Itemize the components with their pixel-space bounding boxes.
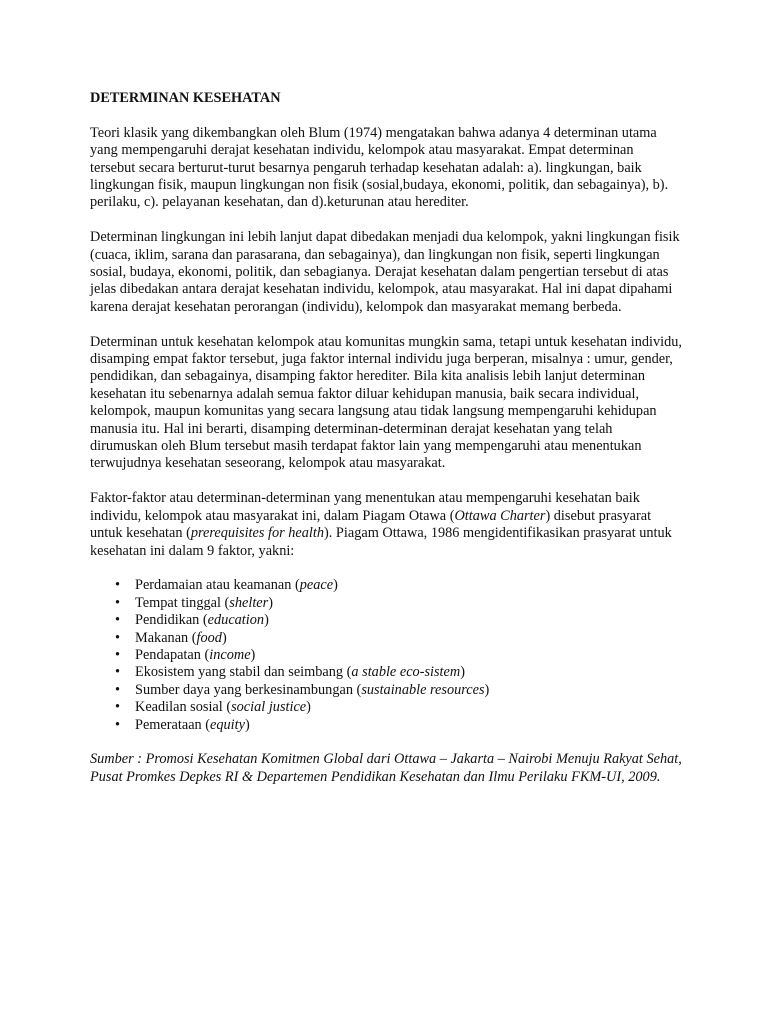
list-item-text: Pemerataan ( [135, 716, 211, 733]
list-item-italic: income [209, 646, 251, 663]
paragraph-4-italic-prerequisites: prerequisites for health [190, 525, 325, 542]
bullet-icon: • [115, 681, 121, 698]
list-item-text: Pendidikan ( [135, 612, 208, 629]
list-item-close: ) [221, 629, 227, 646]
list-item-italic: food [196, 629, 222, 646]
list-item [90, 699, 682, 716]
bullet-icon: • [115, 577, 121, 594]
bullet-icon: • [115, 629, 121, 646]
list-item-text: Perdamaian atau keamanan ( [135, 577, 300, 594]
paragraph-2: Determinan lingkungan ini lebih lanjut dapat dibedakan menjadi dua kelompok, yakni lingkungan fisik (cuaca, iklim, sarana dan parasarana, dan sebagainya), dan lingkungan non fisik, seperti lingkungan sosial, budaya, ekonomi, politik, dan sebagianya. Derajat kesehatan dalam pengertian tersebut di atas jelas dibedakan antara derajat kesehatan individu, kelompok, atau masyarakat. Hal ini dapat dipahami karena derajat kesehatan perorangan (individu), kelompok dan masyarakat memang berbeda. [90, 229, 680, 315]
list-item-close: ) [484, 681, 490, 698]
paragraph-3: Determinan untuk kesehatan kelompok atau komunitas mungkin sama, tetapi untuk kesehatan individu, disamping empat faktor tersebut, juga faktor internal individu juga berperan, misalnya : umur, gender, pendidikan, dan sebagainya, disamping faktor herediter. Bila kita analisis lebih lanjut determinan kesehatan itu sebenarnya adalah semua faktor diluar kehidupan manusia, baik secara individual, kelompok, maupun komunitas yang secara langsung atau tidak langsung mempengaruhi kehidupan manusia itu. Hal ini berarti, disamping determinan-determinan derajat kesehatan yang telah dirumuskan oleh Blum tersebut masih terdapat faktor lain yang mempengaruhi atau menentukan terwujudnya kesehatan seseorang, kelompok atau masyarakat. [90, 333, 682, 472]
bullet-icon: • [115, 612, 121, 629]
paragraph-4-italic-ottawa-charter: Ottawa Charter [454, 507, 546, 524]
list-item-text: Ekosistem yang stabil dan seimbang ( [135, 664, 352, 681]
list-item [90, 682, 682, 699]
list-item [90, 577, 682, 594]
paragraph-4-text-3: ). Piagam Ottawa, 1986 mengidentifikasikan prasyarat untuk kesehatan ini dalam 9 faktor, yakni: [90, 525, 672, 559]
bullet-icon: • [115, 716, 121, 733]
list-item-text: Keadilan sosial ( [135, 699, 232, 716]
list-item-italic: equity [210, 716, 245, 733]
bullet-icon: • [115, 594, 121, 611]
prerequisites-list [90, 577, 682, 734]
list-item-close: ) [460, 664, 465, 681]
document-page [90, 90, 682, 786]
paragraph-4-text-1: Faktor-faktor atau determinan-determinan yang menentukan atau mempengaruhi kesehatan baik individu, kelompok atau masyarakat ini, dalam Piagam Otawa ( [90, 490, 640, 524]
list-item-italic: a stable eco-sistem [351, 664, 461, 681]
list-item-close: ) [333, 577, 338, 594]
list-item-close: ) [244, 716, 250, 733]
list-item [90, 717, 682, 734]
list-item [90, 595, 682, 612]
list-item-close: ) [264, 612, 269, 629]
list-item-text: Pendapatan ( [135, 646, 210, 663]
list-item [90, 647, 682, 664]
bullet-icon: • [115, 664, 121, 681]
list-item-close: ) [250, 646, 256, 663]
list-item-text: Tempat tinggal ( [135, 594, 230, 611]
source-citation: Sumber : Promosi Kesehatan Komitmen Global dari Ottawa – Jakarta – Nairobi Menuju Rakyat Sehat, Pusat Promkes Depkes RI & Departemen Pendidikan Kesehatan dan Ilmu Perilaku FKM-UI, 2009. [90, 751, 682, 785]
list-item-italic: education [207, 612, 265, 629]
list-item-text: Sumber daya yang berkesinambungan ( [135, 681, 362, 698]
list-item-italic: sustainable resources [361, 681, 485, 698]
list-item-close: ) [268, 594, 273, 611]
list-item-italic: social justice [231, 699, 307, 716]
list-item [90, 630, 682, 647]
paragraph-4 [90, 490, 682, 560]
list-item-italic: shelter [229, 594, 269, 611]
bullet-icon: • [115, 646, 121, 663]
list-item-close: ) [306, 699, 311, 716]
paragraph-4-text-2: ) disebut prasyarat untuk kesehatan ( [90, 507, 652, 542]
list-item-text: Makanan ( [135, 629, 197, 646]
paragraph-1: Teori klasik yang dikembangkan oleh Blum (1974) mengatakan bahwa adanya 4 determinan utama yang mempengaruhi derajat kesehatan individu, kelompok atau masyarakat. Empat determinan tersebut secara berturut-turut besarnya pengaruh terhadap kesehatan adalah: a). lingkungan, baik lingkungan fisik, maupun lingkungan non fisik (sosial,budaya, ekonomi, politik, dan sebagainya), b). perilaku, c). pelayanan kesehatan, dan d).keturunan atau herediter. [90, 124, 669, 211]
list-item [90, 664, 682, 681]
list-item-italic: peace [299, 577, 334, 594]
bullet-icon: • [115, 699, 121, 716]
document-title: DETERMINAN KESEHATAN [90, 90, 281, 106]
list-item [90, 612, 682, 629]
